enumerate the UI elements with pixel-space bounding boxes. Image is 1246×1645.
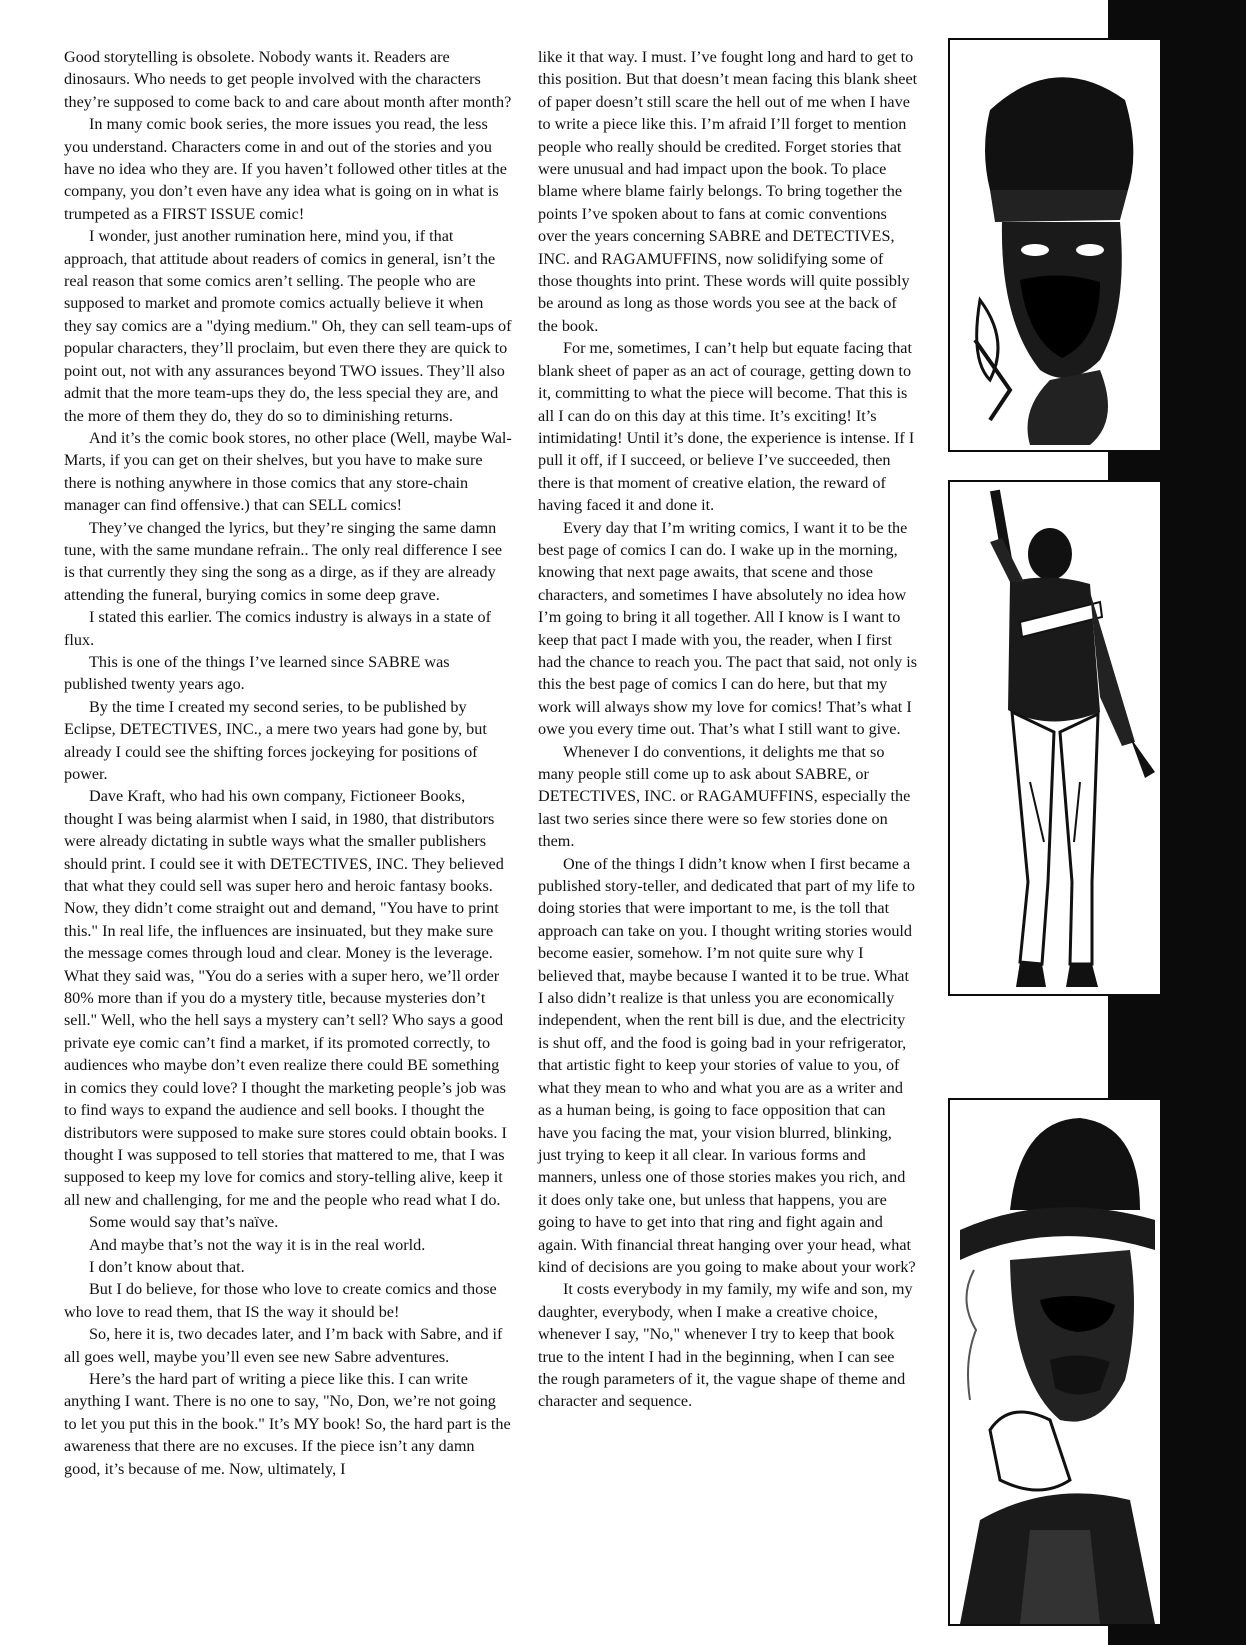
- paragraph: And it’s the comic book stores, no other place (Well, maybe Wal-Marts, if you can get on their shelves, but you have to make sure there is nothing anywhere in those comics that any store-chain manager can find offensive.) that can SELL comics!: [64, 428, 512, 515]
- illustration-headband-portrait: [948, 38, 1162, 452]
- text-column-left: [64, 46, 512, 1480]
- text-column-right: [538, 46, 918, 1413]
- gunslinger-drawing: [950, 482, 1160, 994]
- paragraph: Dave Kraft, who had his own company, Fictioneer Books, thought I was being alarmist when I said, in 1980, that distributors were already dictating in subtle ways what the smaller publishers should print. I could see it with DETECTIVES, INC. They believed that what they could sell was super hero and heroic fantasy books. Now, they didn’t come straight out and demand, "You have to print this." In real life, the influences are insinuated, but they make sure the message comes through loud and clear. Money is the leverage. What they said was, "You do a series with a super hero, we’ll order 80% more than if you do a mystery title, because mysteries don’t sell." Well, who the hell says a mystery can’t sell? Who says a good private eye comic can’t find a market, if its promoted correctly, to audiences who maybe don’t even realize there could BE something in comics they could love? I thought the marketing people’s job was to find ways to expand the audience and sell books. I thought the distributors were supposed to make sure stores could obtain books. I thought I was supposed to tell stories that mattered to me, that I was supposed to keep my love for comics and story-telling alive, keep it all new and challenging, for me and the people who read what I do.: [64, 787, 507, 1209]
- portrait-drawing: [950, 40, 1160, 450]
- paragraph: One of the things I didn’t know when I first became a published story-teller, and dedicated that part of my life to doing stories that were important to me, is the toll that approach can take on you. I thought writing stories would become easier, somehow. I’m not quite sure why I believed that, maybe because I wanted it to be true. What I also didn’t realize is that unless you are economically independent, when the rent bill is due, and the electricity is shut off, and the food is going bad in your refrigerator, that artistic fight to keep your stories of value to you, of what they mean to who and what you are as a writer and as a human being, is going to face opposition that can have you facing the mat, your vision blurred, blinking, just trying to keep it all clear. In various forms and manners, unless one of those stories makes you rich, and it does only take one, but unless that happens, you are going to have to get into that ring and fight again and again. With financial threat hanging over your head, what kind of decisions are you going to make about your work?: [538, 854, 916, 1276]
- paragraph: And maybe that’s not the way it is in the real world.: [89, 1235, 426, 1254]
- illustration-cowboy-portrait: [948, 1098, 1162, 1626]
- paragraph: They’ve changed the lyrics, but they’re singing the same damn tune, with the same mundane refrain.. The only real difference I see is that currently they sing the song as a dirge, as if they are already attending the funeral, burying comics in some deep grave.: [64, 518, 503, 604]
- paragraph: Good storytelling is obsolete. Nobody wants it. Readers are dinosaurs. Who needs to get people involved with the characters they’re supposed to come back to and care about month after month?: [64, 48, 512, 111]
- paragraph: In many comic book series, the more issues you read, the less you understand. Characters come in and out of the stories and you have no idea who they are. If you haven’t followed other titles at the company, you don’t even have any idea what is going on in what is trumpeted as a FIRST ISSUE comic!: [64, 115, 507, 223]
- paragraph: So, here it is, two decades later, and I’m back with Sabre, and if all goes well, maybe you’ll even see new Sabre adventures.: [64, 1325, 503, 1366]
- paragraph: I don’t know about that.: [89, 1257, 245, 1276]
- paragraph: Some would say that’s naïve.: [89, 1213, 279, 1232]
- paragraph: It costs everybody in my family, my wife and son, my daughter, everybody, when I make a creative choice, whenever I say, "No," whenever I try to keep that book true to the intent I had in the beginning, when I can see the rough parameters of it, the vague shape of theme and character and sequence.: [538, 1280, 913, 1411]
- paragraph: Here’s the hard part of writing a piece like this. I can write anything I want. There is no one to say, "No, Don, we’re not going to let you put this in the book." It’s MY book! So, the hard part is the awareness that there are no excuses. If the piece isn’t any damn good, it’s because of me. Now, ultimately, I: [64, 1369, 511, 1478]
- paragraph: By the time I created my second series, to be published by Eclipse, DETECTIVES, INC., a mere two years had gone by, but already I could see the shifting forces jockeying for positions of power.: [64, 697, 487, 783]
- paragraph: This is one of the things I’ve learned since SABRE was published twenty years ago.: [64, 652, 450, 694]
- paragraph: Every day that I’m writing comics, I want it to be the best page of comics I can do. I wake up in the morning, knowing that next page awaits, that scene and those characters, and sometimes I have absolutely no idea how I’m going to bring it all together. All I know is I want to keep that pact I made with you, the reader, when I first had the chance to reach you. The pact that said, not only is this the best page of comics I can do here, but that my work will always show my love for comics! That’s what I owe you every time out. That’s what I still want to give.: [538, 518, 918, 739]
- cowboy-drawing: [950, 1100, 1160, 1624]
- illustration-gunslinger-figure: [948, 480, 1162, 996]
- paragraph: But I do believe, for those who love to create comics and those who love to read them, that IS the way it should be!: [64, 1280, 497, 1321]
- paragraph: For me, sometimes, I can’t help but equate facing that blank sheet of paper as an act of courage, getting down to it, committing to what the piece will become. That this is all I can do on this day at this time. It’s exciting! It’s intimidating! Until it’s done, the experience is intense. If I pull it off, if I succeed, or believe I’ve succeeded, then there is that moment of creative elation, the reward of having faced it and done it.: [538, 339, 915, 515]
- paragraph: I stated this earlier. The comics industry is always in a state of flux.: [64, 608, 492, 649]
- paragraph: like it that way. I must. I’ve fought long and hard to get to this position. But that doesn’t mean facing this blank sheet of paper doesn’t still scare the hell out of me when I have to write a piece like this. I’m afraid I’ll forget to mention people who really should be credited. Forget stories that were unusual and had impact upon the book. To place blame where blame fairly belongs. To bring together the points I’ve spoken about to fans at comic conventions over the years concerning SABRE and DETECTIVES, INC. and RAGAMUFFINS, now solidifying some of those thoughts into print. These words will quite possibly be around as long as those words you see at the back of the book.: [538, 48, 918, 335]
- paragraph: Whenever I do conventions, it delights me that so many people still come up to ask about SABRE, or DETECTIVES, INC. or RAGAMUFFINS, especially the last two series since there were so few stories done on them.: [538, 742, 911, 851]
- paragraph: I wonder, just another rumination here, mind you, if that approach, that attitude about readers of comics in general, isn’t the real reason that some comics aren’t selling. The people who are supposed to market and promote comics actually believe it when they say comics are a "dying medium." Oh, they can sell team-ups of popular characters, they’ll proclaim, but even there they are quick to point out, not with any assurances beyond TWO issues. They’ll also admit that the more team-ups they do, the less special they are, and the more of them they do, they do so to diminishing returns.: [64, 227, 512, 425]
